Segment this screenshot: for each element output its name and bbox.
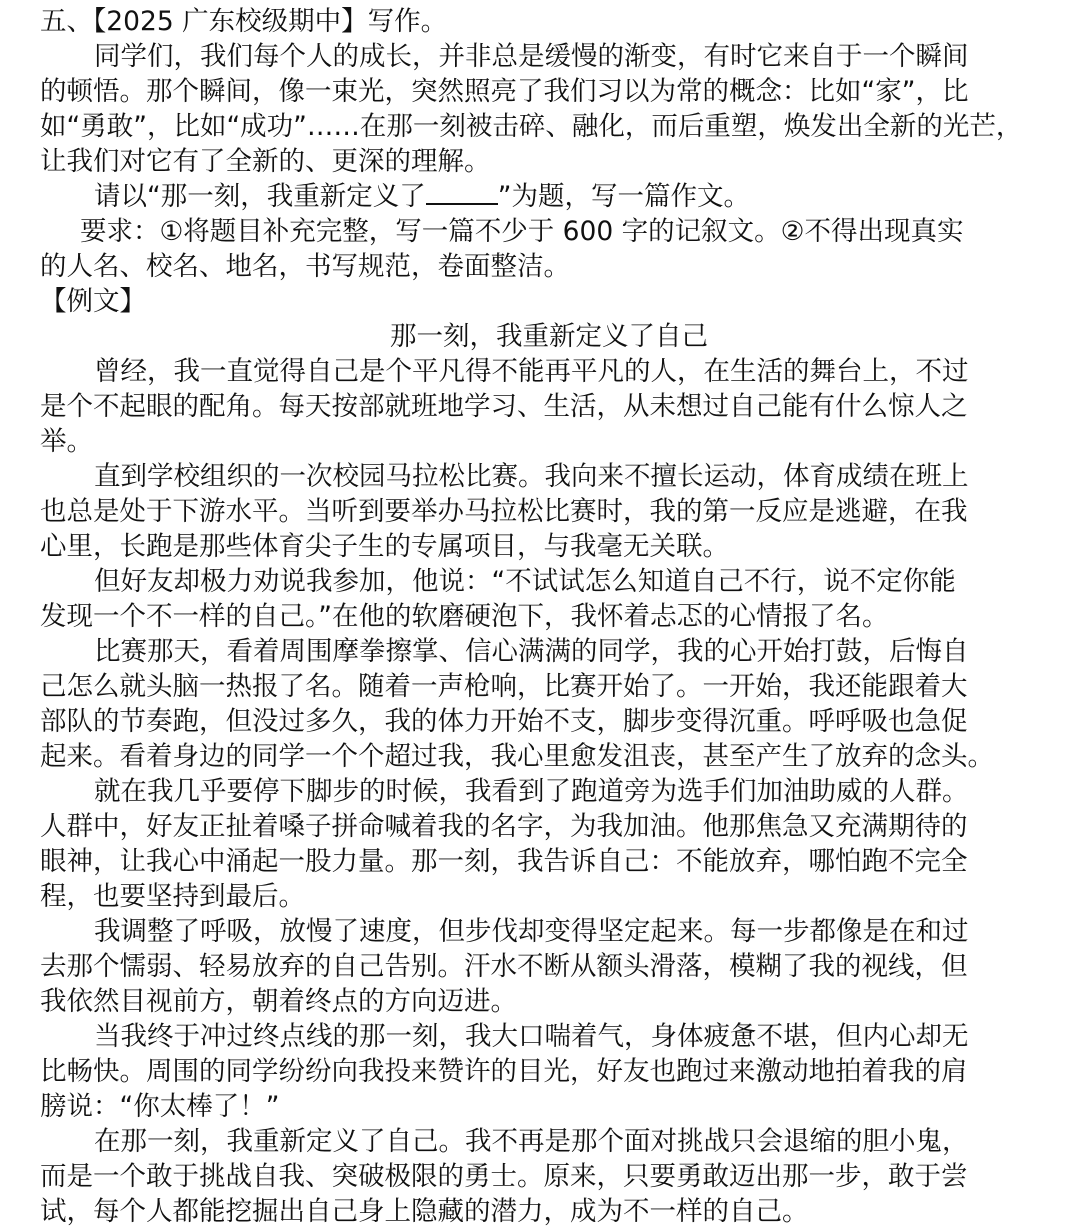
essay-line: 直到学校组织的一次校园马拉松比赛。我向来不擅长运动，体育成绩在班上 bbox=[94, 461, 969, 492]
essay-line: 是个不起眼的配角。每天按部就班地学习、生活，从未想过自己能有什么惊人之 bbox=[40, 391, 968, 422]
instruction-line bbox=[40, 179, 1050, 214]
title-blank bbox=[426, 183, 498, 205]
essay-line: 起来。看着身边的同学一个个超过我，我心里愈发沮丧，甚至产生了放弃的念头。 bbox=[40, 741, 994, 772]
essay-line: 就在我几乎要停下脚步的时候，我看到了跑道旁为选手们加油助威的人群。 bbox=[94, 776, 969, 807]
instruction-after: ”为题，写一篇作文。 bbox=[497, 181, 750, 212]
essay-line: 也总是处于下游水平。当听到要举办马拉松比赛时，我的第一反应是逃避，在我 bbox=[40, 496, 968, 527]
essay-line: 程，也要坚持到最后。 bbox=[40, 881, 305, 912]
essay-line: 己怎么就头脑一热报了名。随着一声枪响，比赛开始了。一开始，我还能跟着大 bbox=[40, 671, 968, 702]
prompt-line: 的顿悟。那个瞬间，像一束光，突然照亮了我们习以为常的概念：比如“家”，比 bbox=[40, 76, 969, 107]
essay-line: 比畅快。周围的同学纷纷向我投来赞许的目光，好友也跑过来激动地拍着我的肩 bbox=[40, 1056, 968, 1087]
essay-line: 部队的节奏跑，但没过多久，我的体力开始不支，脚步变得沉重。呼呼吸也急促 bbox=[40, 706, 968, 737]
essay-line: 而是一个敢于挑战自我、突破极限的勇士。原来，只要勇敢迈出那一步，敢于尝 bbox=[40, 1161, 968, 1192]
essay-line: 发现一个不一样的自己。”在他的软磨硬泡下，我怀着忐忑的心情报了名。 bbox=[40, 601, 889, 632]
essay-line: 比赛那天，看着周围摩拳擦掌、信心满满的同学，我的心开始打鼓，后悔自 bbox=[94, 636, 969, 667]
essay-line: 举。 bbox=[40, 426, 93, 457]
essay-line: 曾经，我一直觉得自己是个平凡得不能再平凡的人，在生活的舞台上，不过 bbox=[94, 356, 969, 387]
essay-line: 试，每个人都能挖掘出自己身上隐藏的潜力，成为不一样的自己。 bbox=[40, 1196, 809, 1227]
essay-line: 人群中，好友正扯着嗓子拼命喊着我的名字，为我加油。他那焦急又充满期待的 bbox=[40, 811, 968, 842]
prompt-line: 让我们对它有了全新的、更深的理解。 bbox=[40, 146, 491, 177]
example-label: 【例文】 bbox=[40, 286, 146, 317]
prompt-line: 同学们，我们每个人的成长，并非总是缓慢的渐变，有时它来自于一个瞬间 bbox=[94, 41, 969, 72]
essay-body bbox=[40, 354, 1050, 1229]
essay-line: 在那一刻，我重新定义了自己。我不再是那个面对挑战只会退缩的胆小鬼， bbox=[94, 1126, 969, 1157]
essay-line: 当我终于冲过终点线的那一刻，我大口喘着气，身体疲惫不堪，但内心却无 bbox=[94, 1021, 969, 1052]
section-heading: 五、【2025 广东校级期中】写作。 bbox=[40, 6, 448, 37]
requirement-line: 的人名、校名、地名，书写规范，卷面整洁。 bbox=[40, 251, 570, 282]
essay-line: 去那个懦弱、轻易放弃的自己告别。汗水不断从额头滑落，模糊了我的视线，但 bbox=[40, 951, 968, 982]
essay-line: 心里，长跑是那些体育尖子生的专属项目，与我毫无关联。 bbox=[40, 531, 729, 562]
essay-line: 我依然目视前方，朝着终点的方向迈进。 bbox=[40, 986, 517, 1017]
requirement-line: 要求：①将题目补充完整，写一篇不少于 600 字的记叙文。②不得出现真实 bbox=[80, 216, 964, 247]
essay-line: 但好友却极力劝说我参加，他说：“不试试怎么知道自己不行，说不定你能 bbox=[94, 566, 956, 597]
essay-title: 那一刻，我重新定义了自己 bbox=[390, 321, 708, 352]
instruction-before: 请以“那一刻，我重新定义了 bbox=[94, 181, 426, 212]
essay-line: 我调整了呼吸，放慢了速度，但步伐却变得坚定起来。每一步都像是在和过 bbox=[94, 916, 969, 947]
prompt-line: 如“勇敢”，比如“成功”……在那一刻被击碎、融化，而后重塑，焕发出全新的光芒， bbox=[40, 111, 1023, 142]
essay-line: 膀说：“你太棒了！” bbox=[40, 1091, 280, 1122]
essay-line: 眼神，让我心中涌起一股力量。那一刻，我告诉自己：不能放弃，哪怕跑不完全 bbox=[40, 846, 968, 877]
